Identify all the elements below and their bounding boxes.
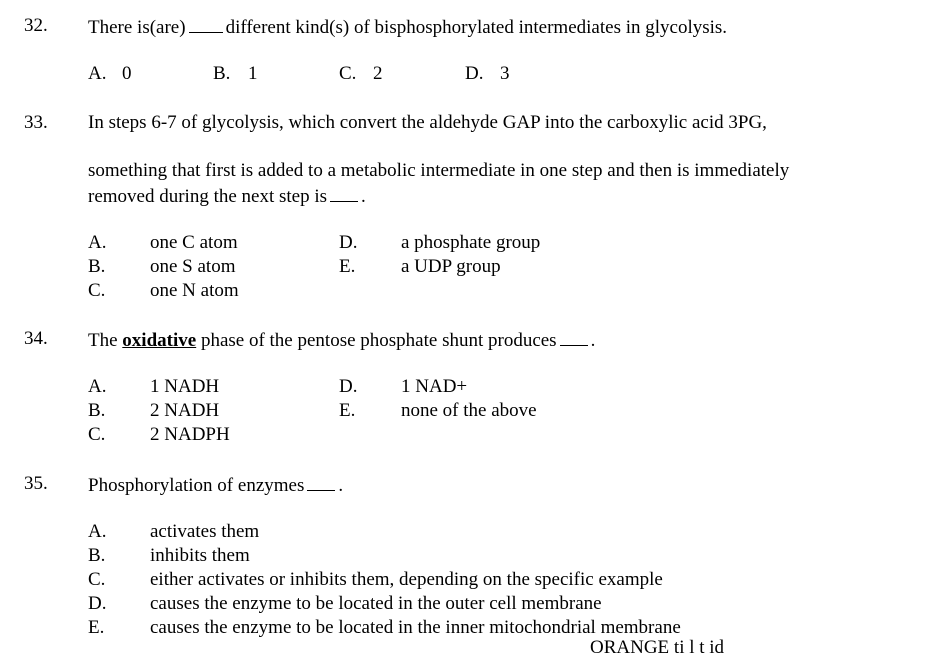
question-33-stem-line3-before: removed during the next step is [88,186,328,207]
q35-option-a-text: activates them [150,521,260,542]
cutoff-next-line: ORANGE ti l t id [590,637,725,658]
question-32-stem [88,14,727,40]
question-33-stem-line2: something that first is added to a metabolic intermediate in one step and then is immediately [88,160,790,181]
question-33-number: 33. [24,112,48,133]
q33-option-e-letter: E. [339,256,356,277]
q35-option-a-letter: A. [88,521,107,542]
q34-option-a-text: 1 NADH [150,376,220,397]
q33-option-d-letter: D. [339,232,358,253]
question-34-emphasis: oxidative [122,330,197,351]
q32-option-b-letter: B. [213,63,231,84]
q32-option-c-letter: C. [339,63,357,84]
q34-option-c-text: 2 NADPH [150,424,230,445]
q35-option-e-letter: E. [88,617,105,638]
question-35-number: 35. [24,473,48,494]
question-34-stem-before: The [88,330,118,351]
question-33-stem-line3-after: . [361,186,366,207]
q35-option-d-text: causes the enzyme to be located in the outer cell membrane [150,593,602,614]
q34-option-b-text: 2 NADH [150,400,220,421]
answer-blank [560,327,588,346]
q33-option-c-text: one N atom [150,280,239,301]
q34-option-e-letter: E. [339,400,356,421]
q32-option-d-letter: D. [465,63,484,84]
question-32-stem-after: different kind(s) of bisphosphorylated intermediates in glycolysis. [225,17,728,38]
q33-option-e-text: a UDP group [401,256,501,277]
q34-option-a-letter: A. [88,376,107,397]
question-35-stem [88,472,343,498]
q33-option-d-text: a phosphate group [401,232,541,253]
q34-option-c-letter: C. [88,424,106,445]
question-32-stem-before: There is(are) [88,17,186,38]
question-34-number: 34. [24,328,48,349]
question-34-stem-after: phase of the pentose phosphate shunt produces [200,330,557,351]
q32-option-a-text: 0 [122,63,132,84]
answer-blank [189,14,223,33]
q33-option-a-letter: A. [88,232,107,253]
answer-blank [330,183,358,202]
q33-option-b-letter: B. [88,256,106,277]
question-34-stem-end: . [590,330,596,351]
q34-option-d-text: 1 NAD+ [401,376,468,397]
q33-option-c-letter: C. [88,280,106,301]
q32-option-b-text: 1 [248,63,258,84]
q32-option-d-text: 3 [500,63,510,84]
q32-option-c-text: 2 [373,63,383,84]
q35-option-b-text: inhibits them [150,545,250,566]
question-32-number: 32. [24,15,48,36]
answer-blank [307,472,335,491]
question-35-stem-end: . [338,475,344,496]
q34-option-b-letter: B. [88,400,106,421]
q35-option-e-text: causes the enzyme to be located in the inner mitochondrial membrane [150,617,681,638]
q35-option-b-letter: B. [88,545,106,566]
q34-option-e-text: none of the above [401,400,537,421]
q34-option-d-letter: D. [339,376,358,397]
q33-option-a-text: one C atom [150,232,238,253]
q33-option-b-text: one S atom [150,256,236,277]
q35-option-d-letter: D. [88,593,107,614]
question-33-stem-line3 [88,183,366,209]
question-35-stem-before: Phosphorylation of enzymes [88,475,305,496]
q35-option-c-letter: C. [88,569,106,590]
question-34-stem [88,327,595,353]
q32-option-a-letter: A. [88,63,107,84]
question-33-stem-line1: In steps 6-7 of glycolysis, which convert the aldehyde GAP into the carboxylic acid 3PG, [88,112,767,133]
q35-option-c-text: either activates or inhibits them, depending on the specific example [150,569,663,590]
